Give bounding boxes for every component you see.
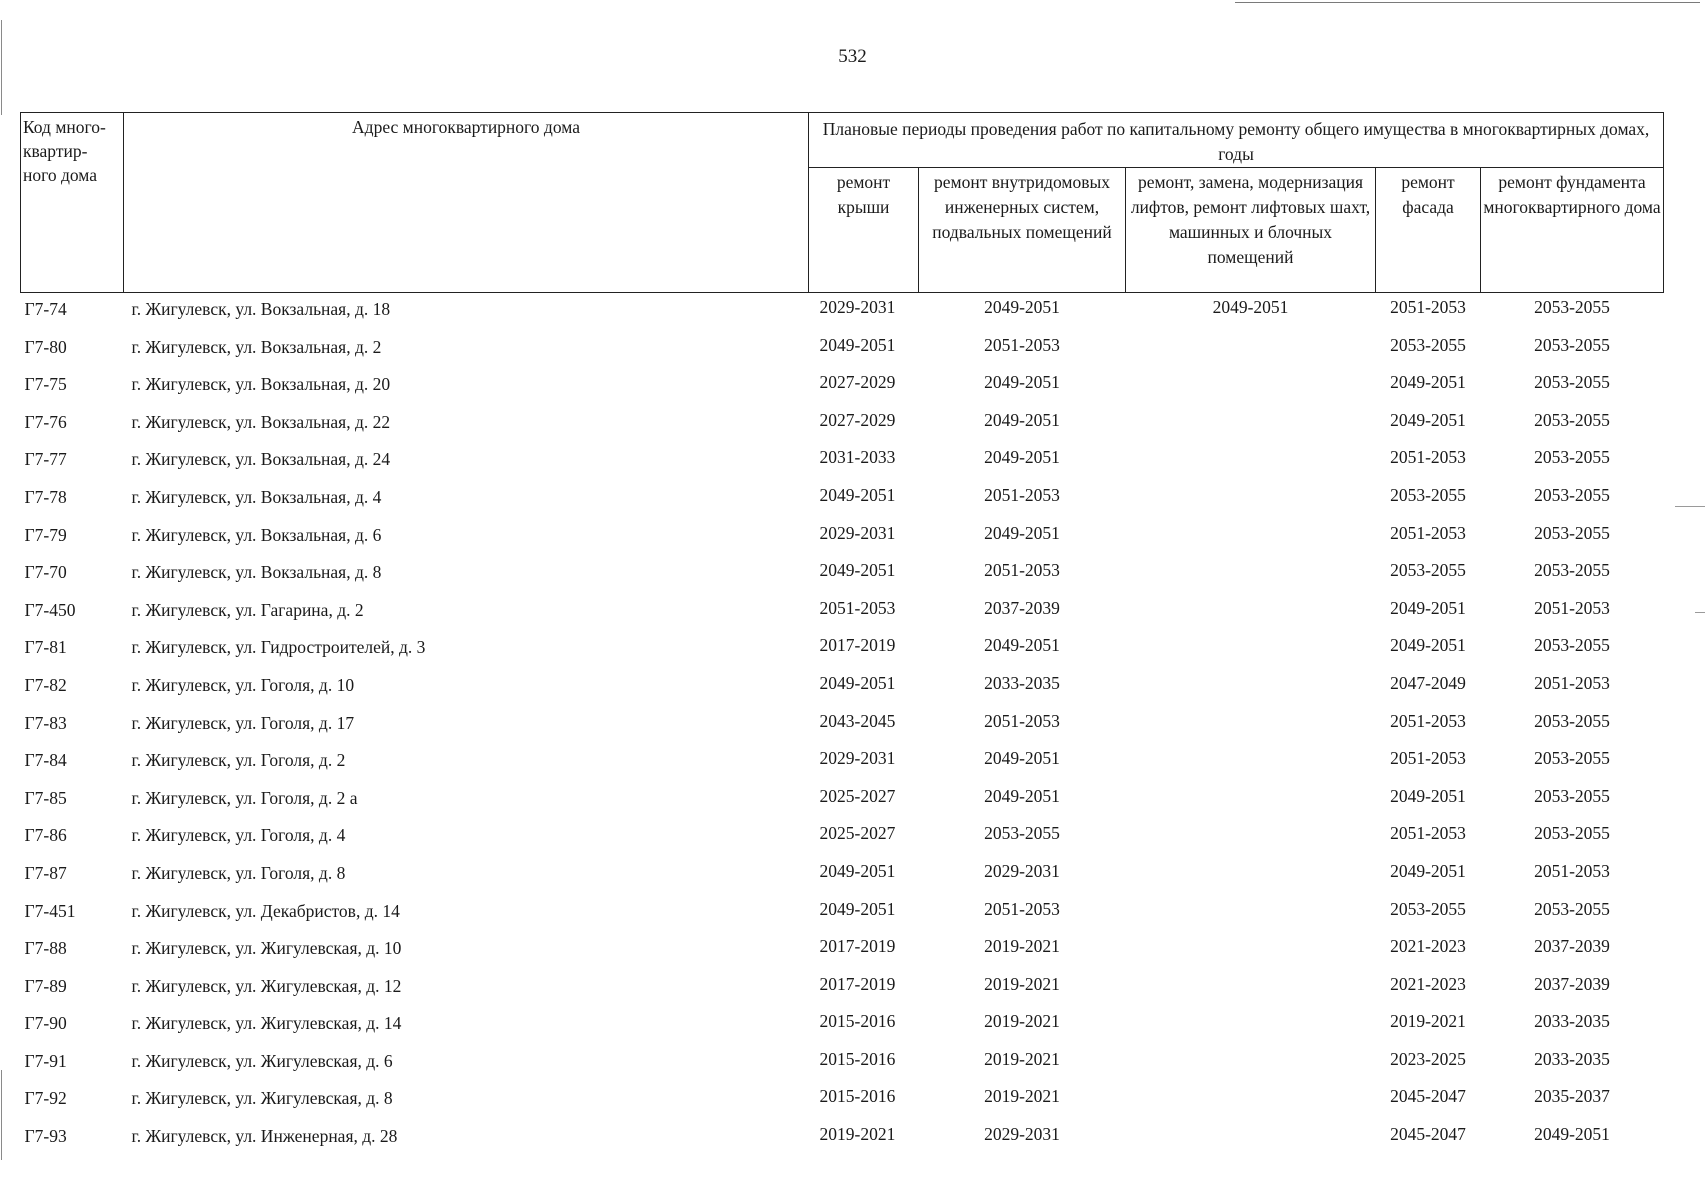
cell-lifts xyxy=(1126,744,1376,782)
cell-roof: 2027-2029 xyxy=(819,372,896,393)
cell-lifts xyxy=(1126,331,1376,369)
cell-facade: 2047-2049 xyxy=(1390,672,1466,693)
cell-facade: 2021-2023 xyxy=(1390,973,1466,994)
table-body xyxy=(21,293,1664,1158)
cell-roof: 2049-2051 xyxy=(819,898,896,919)
cell-code: Г7-79 xyxy=(24,524,67,545)
cell-lifts xyxy=(1126,819,1376,857)
table-header xyxy=(21,113,1664,293)
cell-roof: 2043-2045 xyxy=(819,710,896,731)
table-row xyxy=(21,1120,1664,1158)
cell-code: Г7-85 xyxy=(24,787,67,808)
cell-lifts xyxy=(1126,932,1376,970)
cell-systems: 2051-2053 xyxy=(984,898,1060,919)
cell-systems: 2019-2021 xyxy=(984,936,1060,957)
cell-systems: 2049-2051 xyxy=(984,297,1060,317)
table-row xyxy=(21,895,1664,933)
cell-address: г. Жигулевск, ул. Декабристов, д. 14 xyxy=(131,900,400,921)
cell-lifts xyxy=(1126,519,1376,557)
cell-roof: 2049-2051 xyxy=(819,484,896,505)
cell-address: г. Жигулевск, ул. Гоголя, д. 2 xyxy=(131,750,346,771)
cell-address: г. Жигулевск, ул. Гагарина, д. 2 xyxy=(131,599,364,620)
cell-code: Г7-76 xyxy=(24,411,67,432)
cell-code: Г7-81 xyxy=(24,637,67,658)
cell-foundation: 2053-2055 xyxy=(1534,372,1610,393)
header-lifts: ремонт, замена, модернизация лифтов, ремонт лифтовых шахт, машинных и блочных помещений xyxy=(1126,168,1376,293)
cell-roof: 2049-2051 xyxy=(819,860,896,881)
cell-facade: 2023-2025 xyxy=(1390,1048,1466,1069)
cell-code: Г7-80 xyxy=(24,336,67,357)
header-code: Код много-квартир-ного дома xyxy=(21,113,124,293)
cell-facade: 2049-2051 xyxy=(1390,635,1466,656)
table-row xyxy=(21,857,1664,895)
table-row xyxy=(21,1007,1664,1045)
cell-roof: 2049-2051 xyxy=(819,672,896,693)
cell-lifts xyxy=(1126,970,1376,1008)
cell-foundation: 2053-2055 xyxy=(1534,560,1610,581)
cell-facade: 2021-2023 xyxy=(1390,936,1466,957)
cell-lifts xyxy=(1126,443,1376,481)
cell-address: г. Жигулевск, ул. Инженерная, д. 28 xyxy=(131,1126,398,1147)
cell-code: Г7-450 xyxy=(24,599,76,620)
cell-foundation: 2053-2055 xyxy=(1534,823,1610,844)
cell-lifts xyxy=(1126,1082,1376,1120)
table-row xyxy=(21,594,1664,632)
repair-schedule-table xyxy=(20,112,1664,1158)
cell-systems: 2051-2053 xyxy=(984,710,1060,731)
cell-address: г. Жигулевск, ул. Гоголя, д. 10 xyxy=(131,674,355,695)
cell-address: г. Жигулевск, ул. Вокзальная, д. 18 xyxy=(131,299,391,319)
cell-lifts xyxy=(1126,594,1376,632)
cell-facade: 2051-2053 xyxy=(1390,522,1466,543)
table-row xyxy=(21,932,1664,970)
cell-foundation: 2051-2053 xyxy=(1534,597,1610,618)
cell-lifts xyxy=(1126,556,1376,594)
cell-foundation: 2053-2055 xyxy=(1534,409,1610,430)
cell-address: г. Жигулевск, ул. Гоголя, д. 2 а xyxy=(131,787,358,808)
cell-foundation: 2053-2055 xyxy=(1534,334,1610,355)
cell-systems: 2053-2055 xyxy=(984,823,1060,844)
cell-code: Г7-89 xyxy=(24,975,67,996)
table-row xyxy=(21,293,1664,331)
cell-facade: 2049-2051 xyxy=(1390,409,1466,430)
cell-systems: 2019-2021 xyxy=(984,1011,1060,1032)
cell-facade: 2049-2051 xyxy=(1390,860,1466,881)
cell-foundation: 2053-2055 xyxy=(1534,297,1610,317)
cell-lifts xyxy=(1126,1120,1376,1158)
cell-foundation: 2051-2053 xyxy=(1534,672,1610,693)
cell-systems: 2049-2051 xyxy=(984,522,1060,543)
left-scan-edge xyxy=(1,1070,2,1160)
table-row xyxy=(21,331,1664,369)
cell-systems: 2019-2021 xyxy=(984,973,1060,994)
cell-lifts xyxy=(1126,857,1376,895)
cell-lifts xyxy=(1126,707,1376,745)
cell-address: г. Жигулевск, ул. Жигулевская, д. 6 xyxy=(131,1050,393,1071)
cell-address: г. Жигулевск, ул. Гоголя, д. 4 xyxy=(131,825,346,846)
cell-address: г. Жигулевск, ул. Вокзальная, д. 22 xyxy=(131,411,391,432)
cell-foundation: 2053-2055 xyxy=(1534,447,1610,468)
cell-systems: 2033-2035 xyxy=(984,672,1060,693)
cell-facade: 2051-2053 xyxy=(1390,823,1466,844)
cell-foundation: 2033-2035 xyxy=(1534,1048,1610,1069)
cell-facade: 2053-2055 xyxy=(1390,560,1466,581)
header-periods: Плановые периоды проведения работ по капитальному ремонту общего имущества в многоквартирных домах, годы xyxy=(809,113,1664,168)
cell-code: Г7-90 xyxy=(24,1013,67,1034)
cell-roof: 2031-2033 xyxy=(819,447,896,468)
cell-roof: 2015-2016 xyxy=(819,1011,896,1032)
table-row xyxy=(21,1045,1664,1083)
table-row xyxy=(21,669,1664,707)
cell-facade: 2019-2021 xyxy=(1390,1011,1466,1032)
cell-facade: 2049-2051 xyxy=(1390,372,1466,393)
cell-lifts xyxy=(1126,631,1376,669)
cell-address: г. Жигулевск, ул. Жигулевская, д. 14 xyxy=(131,1013,402,1034)
cell-facade: 2049-2051 xyxy=(1390,597,1466,618)
cell-facade: 2053-2055 xyxy=(1390,484,1466,505)
cell-lifts xyxy=(1126,406,1376,444)
cell-foundation: 2051-2053 xyxy=(1534,860,1610,881)
cell-facade: 2051-2053 xyxy=(1390,748,1466,769)
cell-foundation: 2049-2051 xyxy=(1534,1124,1610,1145)
cell-foundation: 2053-2055 xyxy=(1534,785,1610,806)
cell-code: Г7-91 xyxy=(24,1050,67,1071)
cell-systems: 2049-2051 xyxy=(984,748,1060,769)
cell-roof: 2029-2031 xyxy=(819,297,896,317)
page-number: 532 xyxy=(838,46,867,67)
cell-code: Г7-87 xyxy=(24,862,67,883)
right-scan-mark xyxy=(1675,506,1705,507)
cell-code: Г7-78 xyxy=(24,486,67,507)
cell-roof: 2049-2051 xyxy=(819,560,896,581)
cell-facade: 2051-2053 xyxy=(1390,447,1466,468)
cell-address: г. Жигулевск, ул. Гидростроителей, д. 3 xyxy=(131,637,426,658)
cell-address: г. Жигулевск, ул. Вокзальная, д. 4 xyxy=(131,486,382,507)
cell-code: Г7-75 xyxy=(24,374,67,395)
cell-lifts xyxy=(1126,895,1376,933)
cell-roof: 2025-2027 xyxy=(819,823,896,844)
cell-roof: 2017-2019 xyxy=(819,936,896,957)
top-scan-rule xyxy=(1235,2,1700,3)
cell-roof: 2025-2027 xyxy=(819,785,896,806)
cell-address: г. Жигулевск, ул. Вокзальная, д. 6 xyxy=(131,524,382,545)
cell-systems: 2051-2053 xyxy=(984,560,1060,581)
cell-code: Г7-77 xyxy=(24,449,67,470)
cell-systems: 2051-2053 xyxy=(984,484,1060,505)
cell-systems: 2037-2039 xyxy=(984,597,1060,618)
cell-systems: 2049-2051 xyxy=(984,635,1060,656)
cell-systems: 2029-2031 xyxy=(984,1124,1060,1145)
cell-address: г. Жигулевск, ул. Вокзальная, д. 24 xyxy=(131,449,391,470)
cell-foundation: 2053-2055 xyxy=(1534,710,1610,731)
table-row xyxy=(21,556,1664,594)
table-row xyxy=(21,707,1664,745)
cell-foundation: 2053-2055 xyxy=(1534,898,1610,919)
table-row xyxy=(21,368,1664,406)
cell-foundation: 2033-2035 xyxy=(1534,1011,1610,1032)
cell-facade: 2053-2055 xyxy=(1390,334,1466,355)
cell-roof: 2049-2051 xyxy=(819,334,896,355)
table-row xyxy=(21,970,1664,1008)
cell-systems: 2019-2021 xyxy=(984,1048,1060,1069)
cell-systems: 2049-2051 xyxy=(984,447,1060,468)
cell-roof: 2027-2029 xyxy=(819,409,896,430)
header-foundation: ремонт фундамента многоквартирного дома xyxy=(1481,168,1664,293)
cell-address: г. Жигулевск, ул. Жигулевская, д. 10 xyxy=(131,938,402,959)
cell-code: Г7-88 xyxy=(24,938,67,959)
table-row xyxy=(21,519,1664,557)
header-systems: ремонт внутридомовых инженерных систем, подвальных помещений xyxy=(919,168,1126,293)
cell-roof: 2029-2031 xyxy=(819,522,896,543)
cell-systems: 2019-2021 xyxy=(984,1086,1060,1107)
right-scan-mark xyxy=(1695,612,1705,613)
cell-lifts xyxy=(1126,481,1376,519)
cell-facade: 2053-2055 xyxy=(1390,898,1466,919)
cell-address: г. Жигулевск, ул. Жигулевская, д. 8 xyxy=(131,1088,393,1109)
cell-lifts xyxy=(1126,1007,1376,1045)
cell-lifts xyxy=(1126,368,1376,406)
cell-address: г. Жигулевск, ул. Гоголя, д. 8 xyxy=(131,862,346,883)
cell-code: Г7-451 xyxy=(24,900,76,921)
cell-foundation: 2037-2039 xyxy=(1534,973,1610,994)
cell-facade: 2045-2047 xyxy=(1390,1124,1466,1145)
cell-address: г. Жигулевск, ул. Гоголя, д. 17 xyxy=(131,712,355,733)
cell-systems: 2049-2051 xyxy=(984,785,1060,806)
cell-foundation: 2037-2039 xyxy=(1534,936,1610,957)
cell-address: г. Жигулевск, ул. Вокзальная, д. 8 xyxy=(131,562,382,583)
cell-roof: 2019-2021 xyxy=(819,1124,896,1145)
cell-address: г. Жигулевск, ул. Вокзальная, д. 2 xyxy=(131,336,382,357)
cell-systems: 2049-2051 xyxy=(984,409,1060,430)
table-row xyxy=(21,744,1664,782)
table-row xyxy=(21,481,1664,519)
cell-lifts xyxy=(1126,782,1376,820)
cell-facade: 2051-2053 xyxy=(1390,297,1466,317)
cell-lifts xyxy=(1126,1045,1376,1083)
cell-facade: 2049-2051 xyxy=(1390,785,1466,806)
cell-roof: 2015-2016 xyxy=(819,1048,896,1069)
cell-foundation: 2035-2037 xyxy=(1534,1086,1610,1107)
cell-lifts xyxy=(1126,669,1376,707)
cell-roof: 2051-2053 xyxy=(819,597,896,618)
cell-code: Г7-74 xyxy=(24,299,67,319)
header-roof: ремонт крыши xyxy=(809,168,919,293)
cell-code: Г7-93 xyxy=(24,1126,67,1147)
table-row xyxy=(21,819,1664,857)
cell-address: г. Жигулевск, ул. Вокзальная, д. 20 xyxy=(131,374,391,395)
cell-roof: 2017-2019 xyxy=(819,973,896,994)
cell-lifts: 2049-2051 xyxy=(1212,297,1289,317)
cell-code: Г7-70 xyxy=(24,562,67,583)
cell-systems: 2029-2031 xyxy=(984,860,1060,881)
cell-roof: 2017-2019 xyxy=(819,635,896,656)
cell-code: Г7-83 xyxy=(24,712,67,733)
cell-roof: 2029-2031 xyxy=(819,748,896,769)
table-row xyxy=(21,782,1664,820)
cell-address: г. Жигулевск, ул. Жигулевская, д. 12 xyxy=(131,975,402,996)
cell-foundation: 2053-2055 xyxy=(1534,635,1610,656)
cell-facade: 2045-2047 xyxy=(1390,1086,1466,1107)
cell-code: Г7-84 xyxy=(24,750,67,771)
cell-foundation: 2053-2055 xyxy=(1534,522,1610,543)
header-address: Адрес многоквартирного дома xyxy=(124,113,809,293)
table-row xyxy=(21,1082,1664,1120)
cell-systems: 2049-2051 xyxy=(984,372,1060,393)
cell-code: Г7-92 xyxy=(24,1088,67,1109)
table-row xyxy=(21,443,1664,481)
cell-facade: 2051-2053 xyxy=(1390,710,1466,731)
cell-foundation: 2053-2055 xyxy=(1534,748,1610,769)
table-row xyxy=(21,631,1664,669)
cell-systems: 2051-2053 xyxy=(984,334,1060,355)
cell-code: Г7-82 xyxy=(24,674,67,695)
header-facade: ремонт фасада xyxy=(1376,168,1481,293)
cell-code: Г7-86 xyxy=(24,825,67,846)
table-row xyxy=(21,406,1664,444)
cell-roof: 2015-2016 xyxy=(819,1086,896,1107)
cell-foundation: 2053-2055 xyxy=(1534,484,1610,505)
